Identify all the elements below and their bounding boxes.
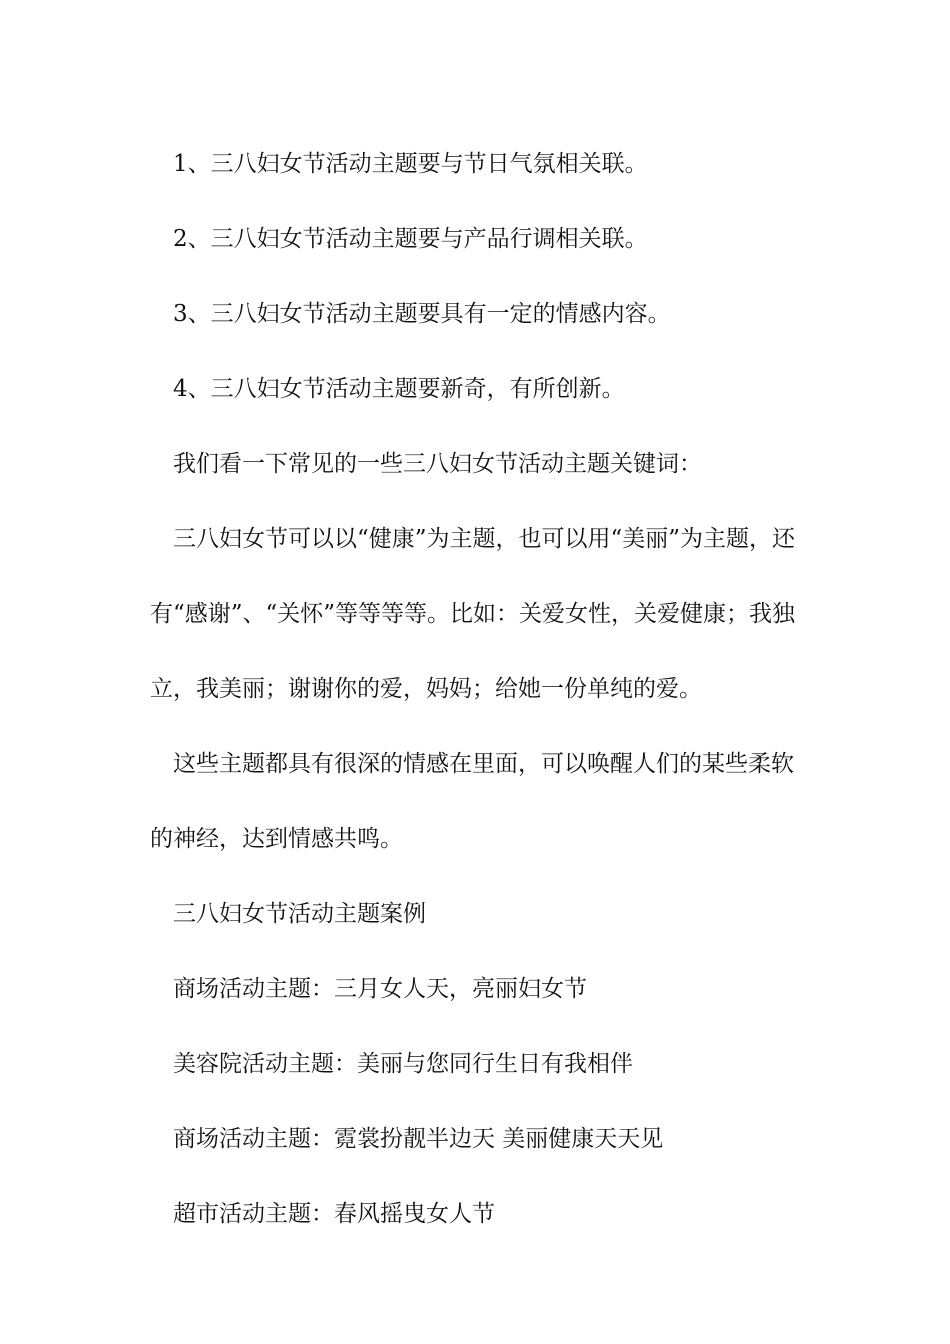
paragraph-keywords: 三八妇女节可以以“健康”为主题，也可以用“美丽”为主题，还有“感谢”、“关怀”等等等等。比如：关爱女性，关爱健康；我独立，我美丽；谢谢你的爱，妈妈；给她一份单纯的爱。 [150,526,796,702]
case-item-mall-2: 商场活动主题：霓裳扮靓半边天 美丽健康天天见 [173,1126,664,1152]
section-heading-cases: 三八妇女节活动主题案例 [173,901,426,927]
case-item-beauty-salon: 美容院活动主题：美丽与您同行生日有我相伴 [173,1051,633,1077]
paragraph-guideline-4: 4、三八妇女节活动主题要新奇，有所创新。 [173,376,625,402]
case-item-mall-1: 商场活动主题：三月女人天，亮丽妇女节 [173,976,587,1002]
paragraph-guideline-2: 2、三八妇女节活动主题要与产品行调相关联。 [173,226,648,252]
paragraph-guideline-3: 3、三八妇女节活动主题要具有一定的情感内容。 [173,301,671,327]
paragraph-emotion: 这些主题都具有很深的情感在里面，可以唤醒人们的某些柔软的神经，达到情感共鸣。 [150,751,794,852]
case-item-supermarket: 超市活动主题：春风摇曳女人节 [173,1201,495,1227]
paragraph-keywords-intro: 我们看一下常见的一些三八妇女节活动主题关键词： [173,451,702,477]
document-body [150,127,800,1252]
paragraph-guideline-1: 1、三八妇女节活动主题要与节日气氛相关联。 [173,151,648,177]
